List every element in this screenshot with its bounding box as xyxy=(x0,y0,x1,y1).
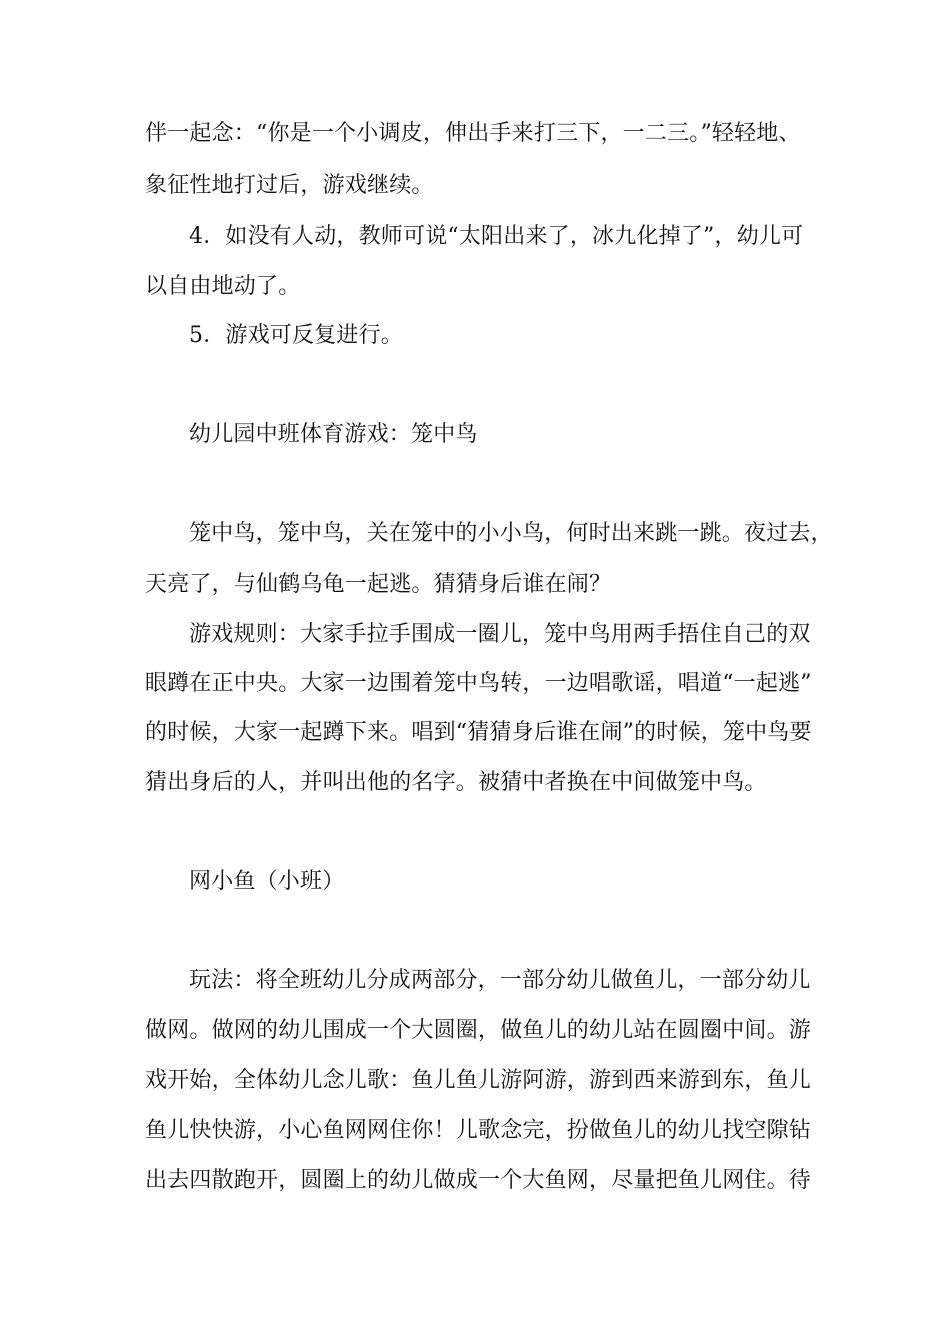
section-heading: 幼儿园中班体育游戏：笼中鸟 xyxy=(189,422,478,447)
body-text-line: 鱼儿快快游，小心鱼网网住你！儿歌念完，扮做鱼儿的幼儿找空隙钻 xyxy=(145,1118,812,1143)
body-text-line: 伴一起念：“你是一个小调皮，伸出手来打三下，一二三。”轻轻地、 xyxy=(145,121,801,146)
body-text-line: 出去四散跑开，圆圈上的幼儿做成一个大鱼网，尽量把鱼儿网住。待 xyxy=(145,1168,812,1193)
body-text-line: 的时候，大家一起蹲下来。唱到“猜猜身后谁在闹”的时候，笼中鸟要 xyxy=(145,720,812,745)
section-heading: 网小鱼（小班） xyxy=(189,869,345,894)
body-text-line: 5．游戏可反复进行。 xyxy=(189,323,403,348)
body-text-line: 眼蹲在正中央。大家一边围着笼中鸟转，一边唱歌谣，唱道“一起逃” xyxy=(145,671,812,696)
body-text-line: 玩法：将全班幼儿分成两部分，一部分幼儿做鱼儿，一部分幼儿 xyxy=(189,968,811,993)
body-text-line: 猜出身后的人，并叫出他的名字。被猜中者换在中间做笼中鸟。 xyxy=(145,770,767,795)
body-text-line: 游戏规则：大家手拉手围成一圈儿，笼中鸟用两手捂住自己的双 xyxy=(189,622,811,647)
body-text-line: 戏开始，全体幼儿念儿歌：鱼儿鱼儿游阿游，游到西来游到东，鱼儿 xyxy=(145,1068,812,1093)
body-text-line: 做网。做网的幼儿围成一个大圆圈，做鱼儿的幼儿站在圆圈中间。游 xyxy=(145,1018,812,1043)
body-text-line: 以自由地动了。 xyxy=(145,274,301,299)
body-text-line: 象征性地打过后，游戏继续。 xyxy=(145,173,434,198)
body-text-line: 天亮了，与仙鹤乌龟一起逃。猜猜身后谁在闹？ xyxy=(145,572,612,597)
body-text-line: 笼中鸟，笼中鸟，关在笼中的小小鸟，何时出来跳一跳。夜过去， xyxy=(189,521,833,546)
body-text-line: 4．如没有人动，教师可说“太阳出来了，冰九化掉了”，幼儿可 xyxy=(189,224,804,249)
